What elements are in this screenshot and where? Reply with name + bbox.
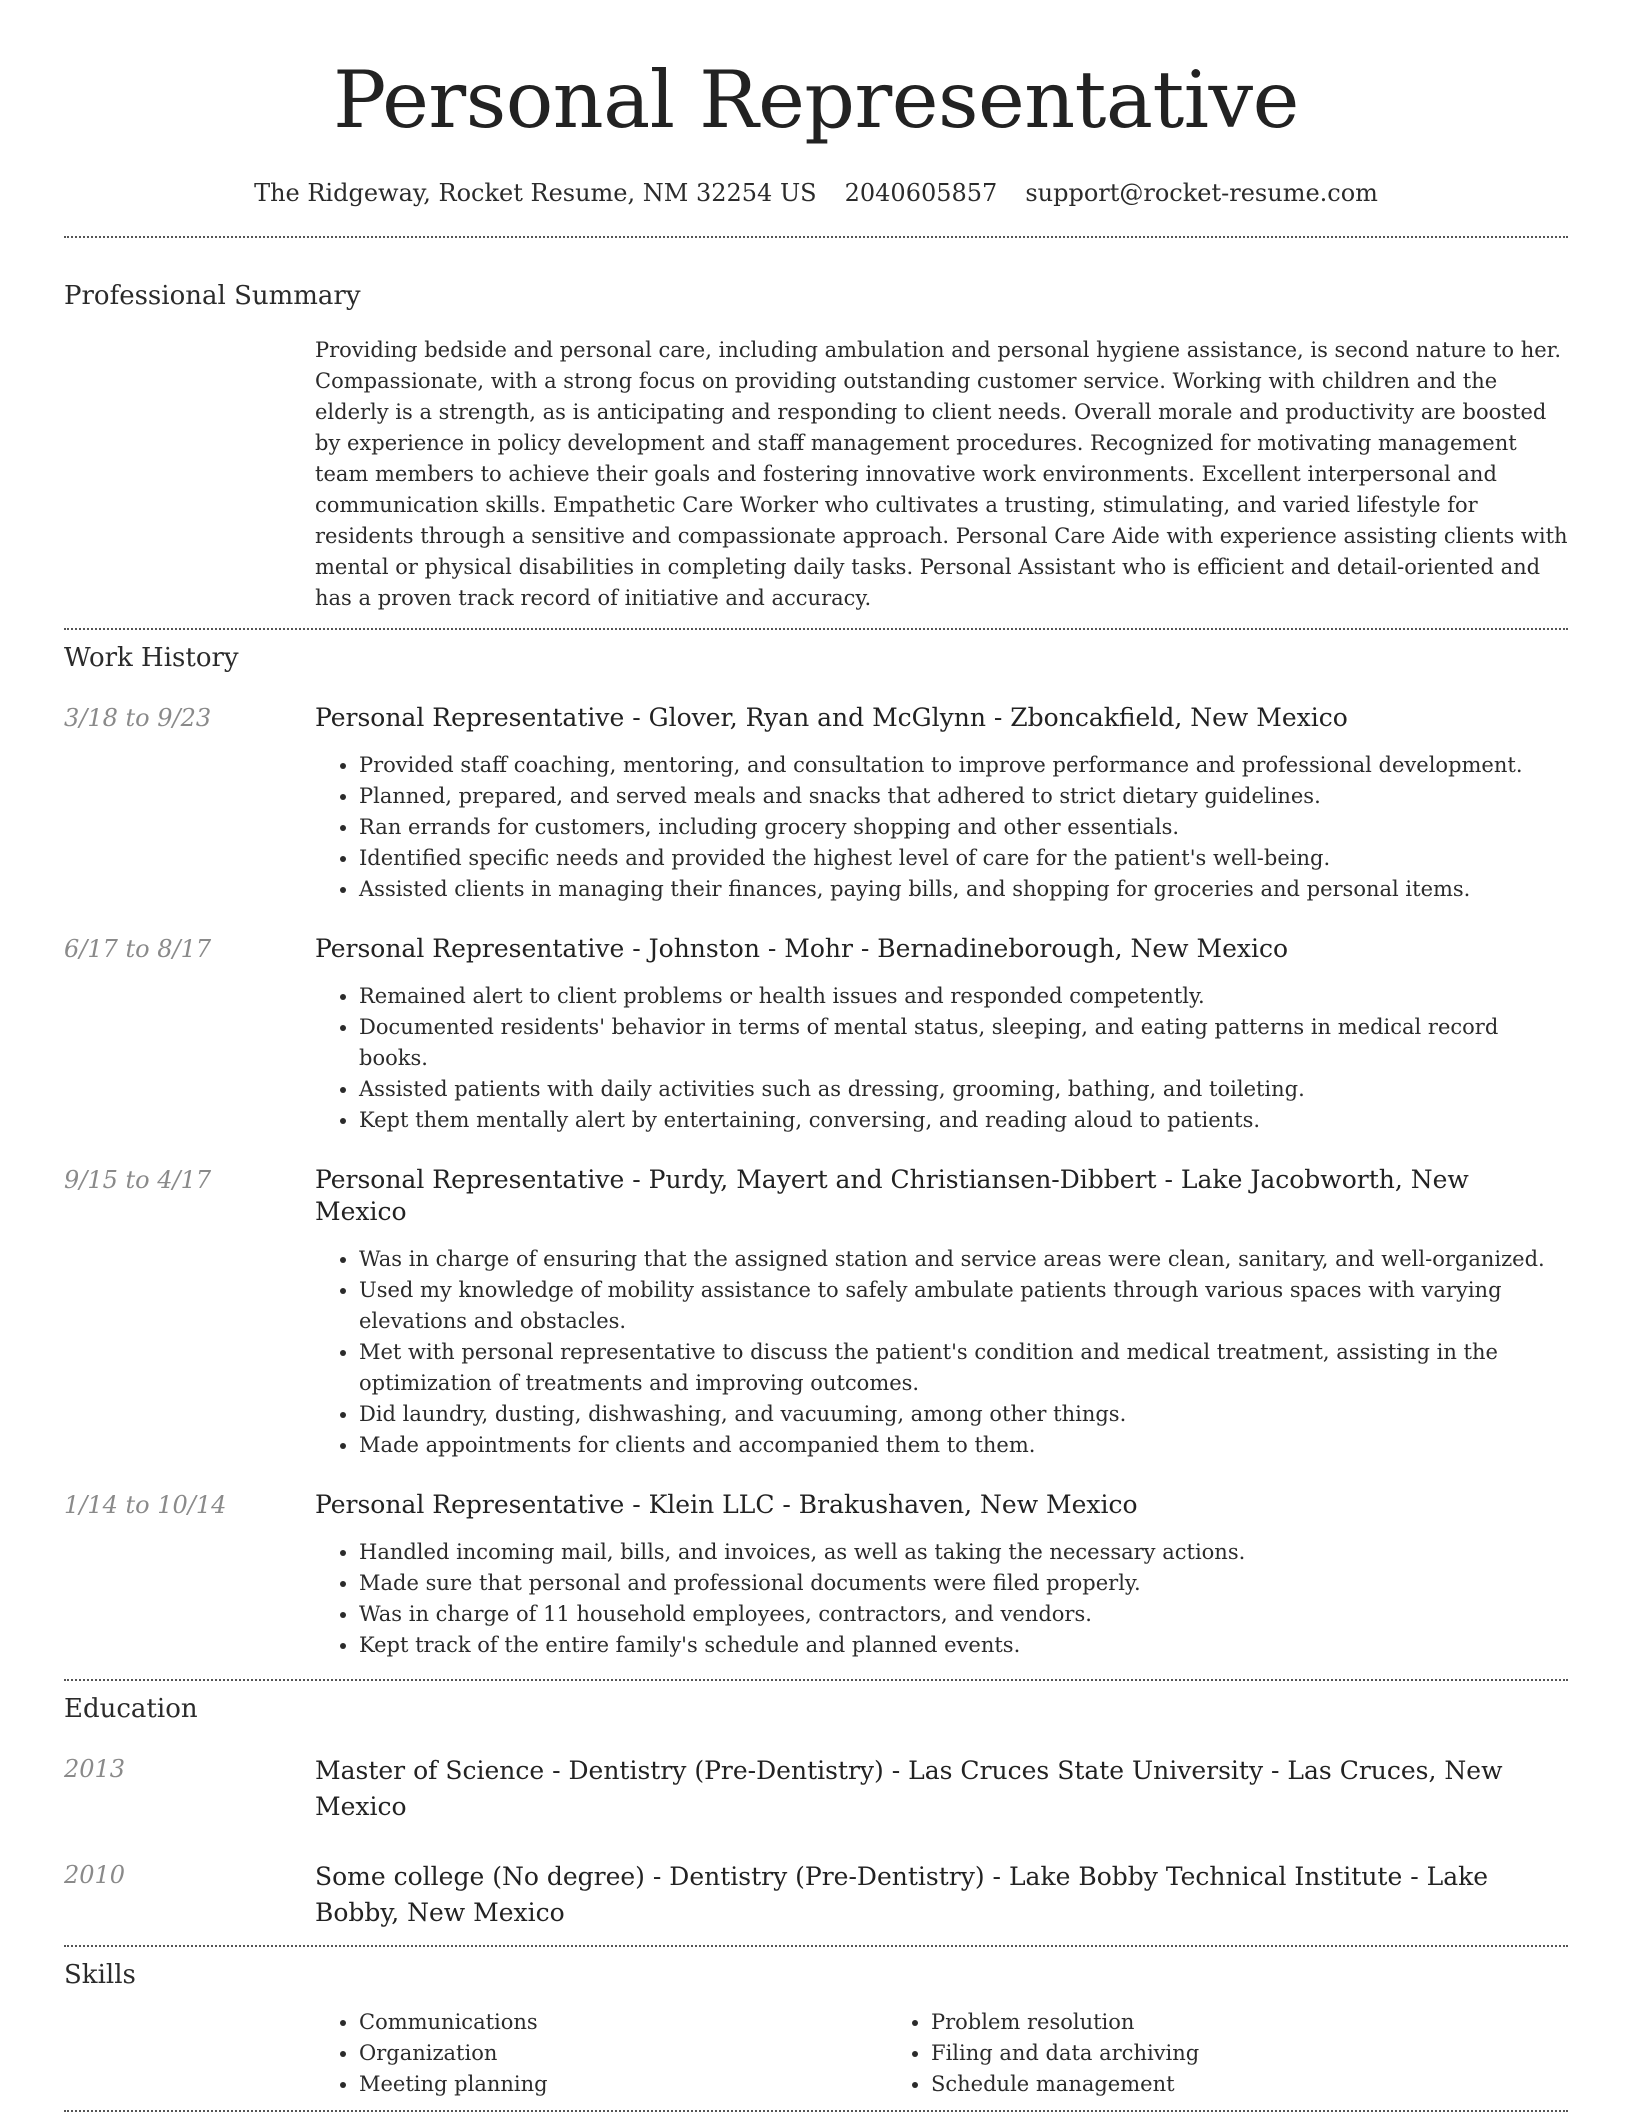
skill-item: • Schedule management — [931, 2069, 1568, 2100]
summary-text: Providing bedside and personal care, including ambulation and personal hygiene assistance, is second nature to her. Compassionate, with a strong focus on providing outstanding customer service. Working with children and the elderly is a strength, as is anticipating and responding to client needs. Overall morale and productivity are boosted by experience in policy development and staff management procedures. Recognized for motivating management team members to achieve their goals and fostering innovative work environments. Excellent interpersonal and communication skills. Empathetic Care Worker who cultivates a trusting, stimulating, and varied lifestyle for residents through a sensitive and compassionate approach. Personal Care Aide with experience assisting clients with mental or physical disabilities in completing daily tasks. Personal Assistant who is efficient and detail-oriented and has a proven track record of initiative and accuracy. — [315, 338, 1568, 610]
job-bullet: • Planned, prepared, and served meals and snacks that adhered to strict dietary guidelines. — [359, 781, 1568, 812]
job-body — [315, 1489, 1568, 1661]
job-bullet: • Handled incoming mail, bills, and invoices, as well as taking the necessary actions. — [359, 1537, 1568, 1568]
job-dates: 1/14 to 10/14 — [64, 1491, 227, 1519]
job-dates: 9/15 to 4/17 — [64, 1166, 212, 1194]
job-entry — [64, 702, 1568, 905]
job-bullet: • Provided staff coaching, mentoring, and consultation to improve performance and professional development. — [359, 750, 1568, 781]
contact-line — [64, 178, 1568, 208]
candidate-name: Personal Representative — [333, 54, 1299, 146]
job-title: Personal Representative - Glover, Ryan and McGlynn - Zboncakfield, New Mexico — [315, 703, 1348, 732]
job-bullets — [315, 981, 1568, 1136]
section-title-summary: Professional Summary — [64, 281, 361, 311]
job-bullet: • Assisted patients with daily activities such as dressing, grooming, bathing, and toileting. — [359, 1074, 1568, 1105]
section-title-work-history: Work History — [64, 643, 239, 673]
job-bullet: • Used my knowledge of mobility assistance to safely ambulate patients through various spaces with varying elevations and obstacles. — [359, 1275, 1568, 1337]
education-details: Some college (No degree) - Dentistry (Pre-Dentistry) - Lake Bobby Technical Institute - Lake Bobby, New Mexico — [315, 1862, 1489, 1927]
section-divider — [64, 1945, 1568, 1947]
job-bullet: • Made sure that personal and professional documents were filed properly. — [359, 1568, 1568, 1599]
job-bullets — [315, 1537, 1568, 1661]
job-title: Personal Representative - Klein LLC - Brakushaven, New Mexico — [315, 1490, 1138, 1519]
job-bullet: • Kept them mentally alert by entertaining, conversing, and reading aloud to patients. — [359, 1105, 1568, 1136]
job-bullet: • Kept track of the entire family's schedule and planned events. — [359, 1630, 1568, 1661]
resume-header — [64, 0, 1568, 208]
section-divider — [64, 628, 1568, 630]
job-dates: 3/18 to 9/23 — [64, 704, 212, 732]
contact-phone: 2040605857 — [844, 179, 998, 207]
job-bullet: • Identified specific needs and provided the highest level of care for the patient's well-being. — [359, 843, 1568, 874]
education-entry — [64, 1859, 1568, 1931]
job-bullets — [315, 750, 1568, 905]
skills-column — [315, 2007, 887, 2100]
job-bullet: • Assisted clients in managing their finances, paying bills, and shopping for groceries and personal items. — [359, 874, 1568, 905]
section-title-education: Education — [64, 1694, 198, 1724]
job-entry — [64, 1489, 1568, 1661]
job-body — [315, 933, 1568, 1136]
job-bullet: • Remained alert to client problems or health issues and responded competently. — [359, 981, 1568, 1012]
education-details: Master of Science - Dentistry (Pre-Dentistry) - Las Cruces State University - Las Cruces, New Mexico — [315, 1756, 1503, 1821]
job-bullet: • Ran errands for customers, including grocery shopping and other essentials. — [359, 812, 1568, 843]
job-bullet: • Met with personal representative to discuss the patient's condition and medical treatment, assisting in the optimization of treatments and improving outcomes. — [359, 1337, 1568, 1399]
section-divider — [64, 1679, 1568, 1681]
education-year: 2010 — [64, 1861, 126, 1889]
section-divider — [64, 236, 1568, 238]
job-dates: 6/17 to 8/17 — [64, 935, 212, 963]
section-title-skills: Skills — [64, 1960, 136, 1990]
job-bullet: • Was in charge of 11 household employees, contractors, and vendors. — [359, 1599, 1568, 1630]
skills-column — [887, 2007, 1568, 2100]
skill-item: • Problem resolution — [931, 2007, 1568, 2038]
skill-item: • Organization — [359, 2038, 887, 2069]
job-title: Personal Representative - Purdy, Mayert and Christiansen-Dibbert - Lake Jacobworth, New Mexico — [315, 1165, 1469, 1226]
job-body — [315, 1164, 1568, 1461]
education-entry — [64, 1753, 1568, 1825]
job-bullet: • Documented residents' behavior in terms of mental status, sleeping, and eating patterns in medical record books. — [359, 1012, 1568, 1074]
job-bullets — [315, 1244, 1568, 1461]
contact-email: support@rocket-resume.com — [1025, 179, 1378, 207]
job-bullet: • Was in charge of ensuring that the assigned station and service areas were clean, sanitary, and well-organized. — [359, 1244, 1568, 1275]
job-title: Personal Representative - Johnston - Mohr - Bernadineborough, New Mexico — [315, 934, 1289, 963]
skill-item: • Communications — [359, 2007, 887, 2038]
skills-list — [315, 2007, 1568, 2110]
job-entry — [64, 1164, 1568, 1461]
skill-item: • Meeting planning — [359, 2069, 887, 2100]
job-entry — [64, 933, 1568, 1136]
job-bullet: • Made appointments for clients and accompanied them to them. — [359, 1430, 1568, 1461]
education-year: 2013 — [64, 1755, 126, 1783]
skill-item: • Filing and data archiving — [931, 2038, 1568, 2069]
job-bullet: • Did laundry, dusting, dishwashing, and vacuuming, among other things. — [359, 1399, 1568, 1430]
contact-address: The Ridgeway, Rocket Resume, NM 32254 US — [254, 179, 817, 207]
job-body — [315, 702, 1568, 905]
